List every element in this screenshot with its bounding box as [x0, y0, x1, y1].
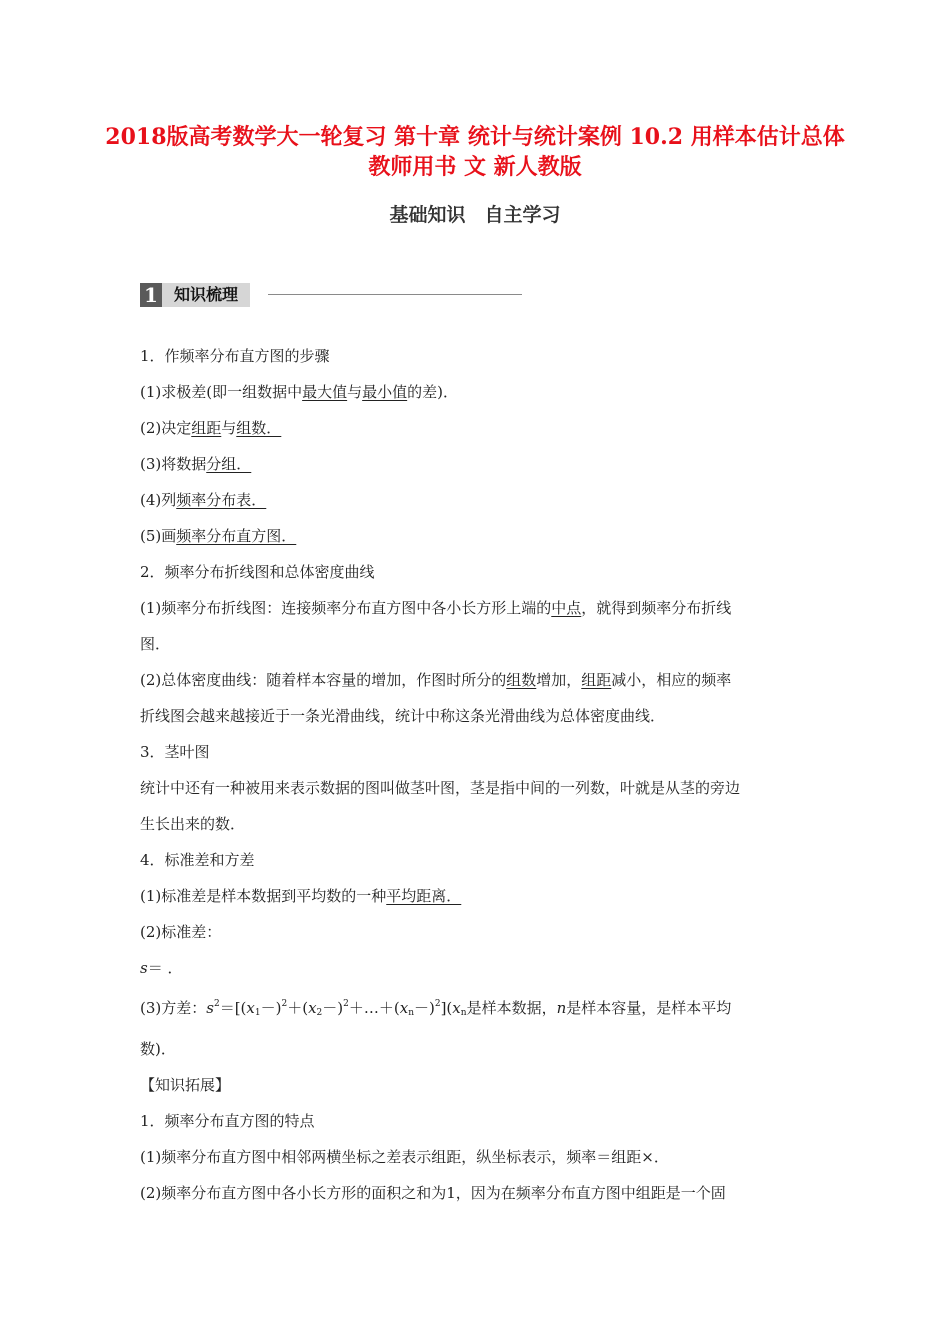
text-line: (1)频率分布折线图：连接频率分布直方图中各小长方形上端的中点，就得到频率分布折线	[140, 599, 732, 617]
text-line: (1)频率分布直方图中相邻两横坐标之差表示组距，纵坐标表示，频率＝组距×．	[140, 1148, 669, 1166]
text-line: 折线图会越来越接近于一条光滑曲线，统计中称这条光滑曲线为总体密度曲线．	[140, 707, 666, 725]
fill-answer: 组距	[191, 419, 222, 437]
text-line: 统计中还有一种被用来表示数据的图叫做茎叶图，茎是指中间的一列数，叶就是从茎的旁边	[140, 779, 741, 797]
text-line: (3)将数据分组．	[140, 455, 252, 473]
document-title: 2018版高考数学大一轮复习 第十章 统计与统计案例 10.2 用样本估计总体教师用书 文 新人教版	[105, 124, 845, 180]
text-line: (5)画频率分布直方图．	[140, 527, 297, 545]
text-line: 3．茎叶图	[140, 743, 210, 761]
text-line: (4)列频率分布表．	[140, 491, 267, 509]
section-label: 知识梳理	[162, 283, 250, 307]
text-line: 2．频率分布折线图和总体密度曲线	[140, 563, 375, 581]
fill-answer: 组数	[506, 671, 537, 689]
fill-answer: 中点	[551, 599, 582, 617]
text-line: (1)标准差是样本数据到平均数的一种平均距离．	[140, 887, 462, 905]
formula-line: (3)方差：$s^2=[(x_1-)^2+(x_2-)^2+\dots+(x_n-)^2](x_n$是样本数据，n是样本容量，是样本平均	[140, 999, 732, 1018]
fill-answer: 组数．	[236, 419, 282, 437]
text-line: 1．频率分布直方图的特点	[140, 1112, 315, 1130]
text-line: 【知识拓展】	[140, 1076, 231, 1094]
text-line: 数)．	[140, 1040, 176, 1058]
fill-answer: 平均距离．	[386, 887, 462, 905]
text-line: 生长出来的数．	[140, 815, 246, 833]
text-line: (2)决定组距与组数．	[140, 419, 282, 437]
fill-answer: 频率分布表．	[176, 491, 267, 509]
fill-answer: 组距	[581, 671, 612, 689]
text-line: (1)求极差(即一组数据中最大值与最小值的差)．	[140, 383, 459, 401]
section-number-badge: 1	[140, 283, 162, 307]
text-line: (2)总体密度曲线：随着样本容量的增加，作图时所分的组数增加，组距减小，相应的频率	[140, 671, 732, 689]
text-line: 1．作频率分布直方图的步骤	[140, 347, 330, 365]
formula-line: s＝ ．	[140, 959, 183, 977]
text-line: (2)频率分布直方图中各小长方形的面积之和为1，因为在频率分布直方图中组距是一个固	[140, 1184, 726, 1202]
section-header	[140, 283, 522, 307]
text-line: 图．	[140, 635, 171, 653]
fill-answer: 分组．	[206, 455, 252, 473]
text-line: 4．标准差和方差	[140, 851, 255, 869]
section-subtitle: 基础知识 自主学习	[389, 204, 561, 226]
document-body	[140, 338, 812, 1211]
fill-answer: 最小值	[362, 383, 408, 401]
fill-answer: 最大值	[302, 383, 348, 401]
fill-answer: 频率分布直方图．	[176, 527, 297, 545]
text-line: (2)标准差：	[140, 923, 222, 941]
section-divider	[268, 294, 522, 295]
